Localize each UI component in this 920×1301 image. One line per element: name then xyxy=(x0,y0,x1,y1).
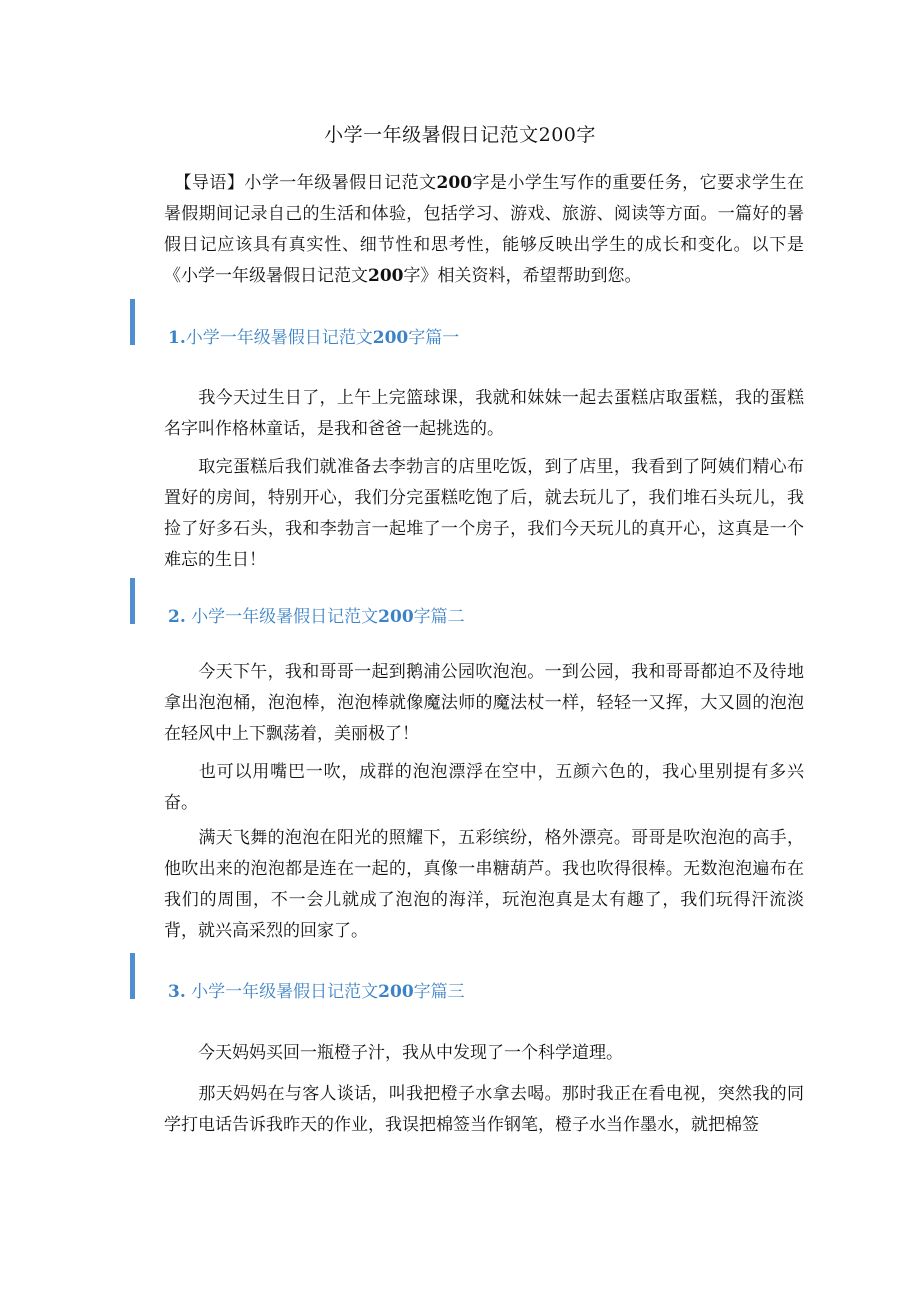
heading-count: 200 xyxy=(378,607,414,627)
section-1-paragraph-1 xyxy=(164,383,804,445)
paragraph-text: 取完蛋糕后我们就准备去李勃言的店里吃饭，到了店里，我看到了阿姨们精心布置好的房间，特别开心，我们分完蛋糕吃饱了后，就去玩儿了，我们堆石头玩儿，我捡了好多石头，我和李勃言一起堆了一个房子，我们今天玩儿的真开心，这真是一个难忘的生日！ xyxy=(164,457,804,570)
intro-paragraph xyxy=(164,168,804,292)
heading-text: 小学一年级暑假日记范文 xyxy=(185,982,379,1002)
heading-text: 小学一年级暑假日记范文 xyxy=(185,328,373,348)
section-3-paragraph-1 xyxy=(164,1038,804,1069)
section-heading-2 xyxy=(130,578,730,626)
section-2-paragraph-3 xyxy=(164,823,804,947)
heading-suffix: 字篇三 xyxy=(413,982,465,1002)
section-3-paragraph-2 xyxy=(164,1079,804,1141)
section-heading-3 xyxy=(130,953,730,1001)
paragraph-text: 我今天过生日了，上午上完篮球课，我就和妹妹一起去蛋糕店取蛋糕，我的蛋糕名字叫作格林童话，是我和爸爸一起挑选的。 xyxy=(164,388,804,439)
paragraph-text: 满天飞舞的泡泡在阳光的照耀下，五彩缤纷，格外漂亮。哥哥是吹泡泡的高手，他吹出来的泡泡都是连在一起的，真像一串糖葫芦。我也吹得很棒。无数泡泡遍布在我们的周围，不一会儿就成了泡泡的海洋，玩泡泡真是太有趣了，我们玩得汗流淡背，就兴高采烈的回家了。 xyxy=(164,828,804,941)
heading-count: 200 xyxy=(378,982,414,1002)
section-1-paragraph-2 xyxy=(164,452,804,576)
heading-count: 200 xyxy=(372,328,409,348)
paragraph-text: 也可以用嘴巴一吹，成群的泡泡漂浮在空中，五颜六色的，我心里别提有多兴奋。 xyxy=(164,762,804,813)
document-title: 小学一年级暑假日记范文200字 xyxy=(324,124,596,146)
heading-accent-bar xyxy=(130,953,135,999)
intro-middle: 字是小学生写作的重要任务，它要求学生在暑假期间记录自己的生活和体验，包括学习、游戏、旅游、阅读等方面。一篇好的暑假日记应该具有真实性、细节性和思考性，能够反映出学生的成长和变化。以下是《小学一年级暑假日记范文 xyxy=(164,173,805,286)
section-2-paragraph-2 xyxy=(164,757,804,819)
intro-number-1: 200 xyxy=(436,173,473,193)
heading-number: 1. xyxy=(168,328,186,348)
heading-number: 3. xyxy=(168,982,186,1002)
heading-suffix: 字篇一 xyxy=(408,328,460,348)
intro-suffix: 字》相关资料，希望帮助到您。 xyxy=(403,266,642,286)
paragraph-text: 今天下午，我和哥哥一起到鹅浦公园吹泡泡。一到公园，我和哥哥都迫不及待地拿出泡泡桶，泡泡棒，泡泡棒就像魔法师的魔法杖一样，轻轻一又挥，大又圆的泡泡在轻风中上下飘荡着，美丽极了！ xyxy=(164,662,804,744)
paragraph-text: 今天妈妈买回一瓶橙子汁，我从中发现了一个科学道理。 xyxy=(198,1043,623,1063)
heading-text: 小学一年级暑假日记范文 xyxy=(185,607,379,627)
intro-prefix: 【导语】小学一年级暑假日记范文 xyxy=(174,173,437,193)
heading-suffix: 字篇二 xyxy=(413,607,465,627)
paragraph-text: 那天妈妈在与客人谈话，叫我把橙子水拿去喝。那时我正在看电视，突然我的同学打电话告诉我昨天的作业，我误把棉签当作钢笔，橙子水当作墨水，就把棉签 xyxy=(164,1084,804,1135)
section-2-paragraph-1 xyxy=(164,657,804,750)
heading-accent-bar xyxy=(130,578,135,624)
section-heading-1 xyxy=(130,299,730,347)
heading-number: 2. xyxy=(168,607,186,627)
intro-number-2: 200 xyxy=(368,266,404,286)
heading-accent-bar xyxy=(130,299,135,345)
